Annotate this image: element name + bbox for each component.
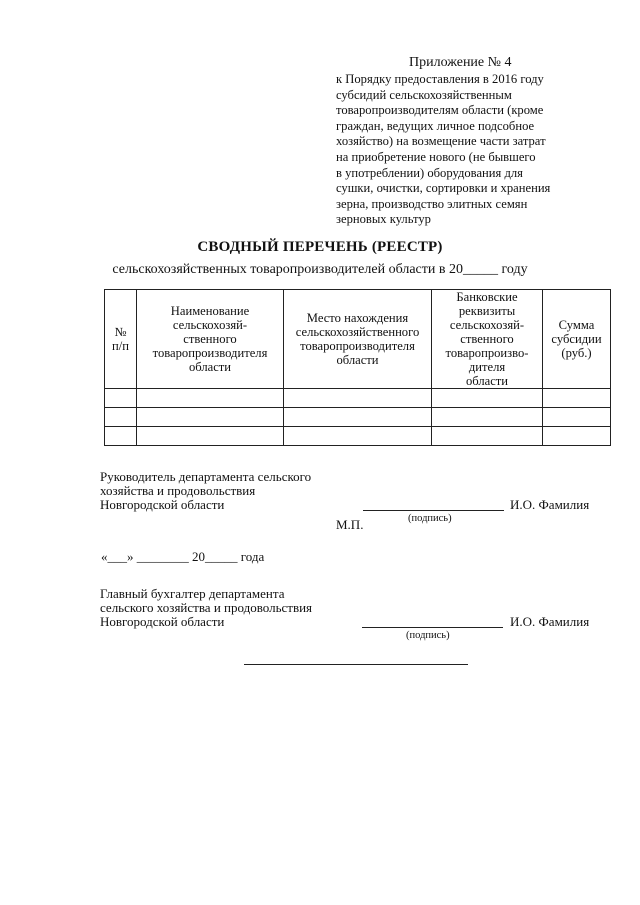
col-header-subsidy-amount: Сумма субсидии (руб.) [543,290,611,389]
appendix-line: товаропроизводителям области (кроме [336,103,544,118]
table-cell [105,427,137,446]
accountant-signature-name: И.О. Фамилия [510,614,590,629]
table-cell [432,408,543,427]
table-cell [137,408,284,427]
table-row [105,427,611,446]
table-cell [284,427,432,446]
appendix-title: Приложение № 4 [409,55,512,70]
seal-placeholder: М.П. [336,517,364,532]
col-header-number: № п/п [105,290,137,389]
table-cell [105,389,137,408]
closing-divider [244,664,468,665]
document-subtitle: сельскохозяйственных товаропроизводителей области в 20_____ году [112,262,528,277]
table-row [105,408,611,427]
table-row [105,389,611,408]
appendix-text [336,72,611,228]
table-cell [543,408,611,427]
table-cell [105,408,137,427]
table-cell [137,389,284,408]
appendix-line: граждан, ведущих личное подсобное [336,118,535,133]
col-header-bank-details: Банковские реквизиты сельскохозяй- ственного товаропроизво- дителя области [432,290,543,389]
accountant-signature-caption: (подпись) [406,630,450,641]
head-signature-name: И.О. Фамилия [510,497,590,512]
col-header-location: Место нахождения сельскохозяйственного товаропроизводителя области [284,290,432,389]
col-header-producer-name: Наименование сельскохозяй- ственного товаропроизводителя области [137,290,284,389]
appendix-line: зерновых культур [336,212,431,227]
accountant-signature-title: Главный бухгалтер департамента сельского хозяйства и продовольствия Новгородской области [100,586,313,629]
appendix-line: субсидий сельскохозяйственным [336,87,512,102]
table-cell [543,389,611,408]
table-cell [137,427,284,446]
appendix-line: хозяйство) на возмещение части затрат [336,134,546,149]
table-header-row [105,290,611,389]
date-line: «___» ________ 20_____ года [101,549,265,564]
appendix-line: к Порядку предоставления в 2016 году [336,72,544,86]
table-cell [284,408,432,427]
table-cell [543,427,611,446]
head-signature-line [363,510,504,511]
registry-table [104,289,611,446]
head-signature-title: Руководитель департамента сельского хозяйства и продовольствия Новгородской области [100,469,312,512]
table-cell [284,389,432,408]
appendix-line: на приобретение нового (не бывшего [336,149,536,164]
table-cell [432,389,543,408]
appendix-line: сушки, очистки, сортировки и хранения [336,181,551,196]
appendix-line: зерна, производство элитных семян [336,196,528,211]
head-signature-caption: (подпись) [408,513,452,524]
document-title: СВОДНЫЙ ПЕРЕЧЕНЬ (РЕЕСТР) [197,239,443,255]
accountant-signature-line [362,627,503,628]
appendix-line: в употреблении) оборудования для [336,165,523,180]
table-cell [432,427,543,446]
